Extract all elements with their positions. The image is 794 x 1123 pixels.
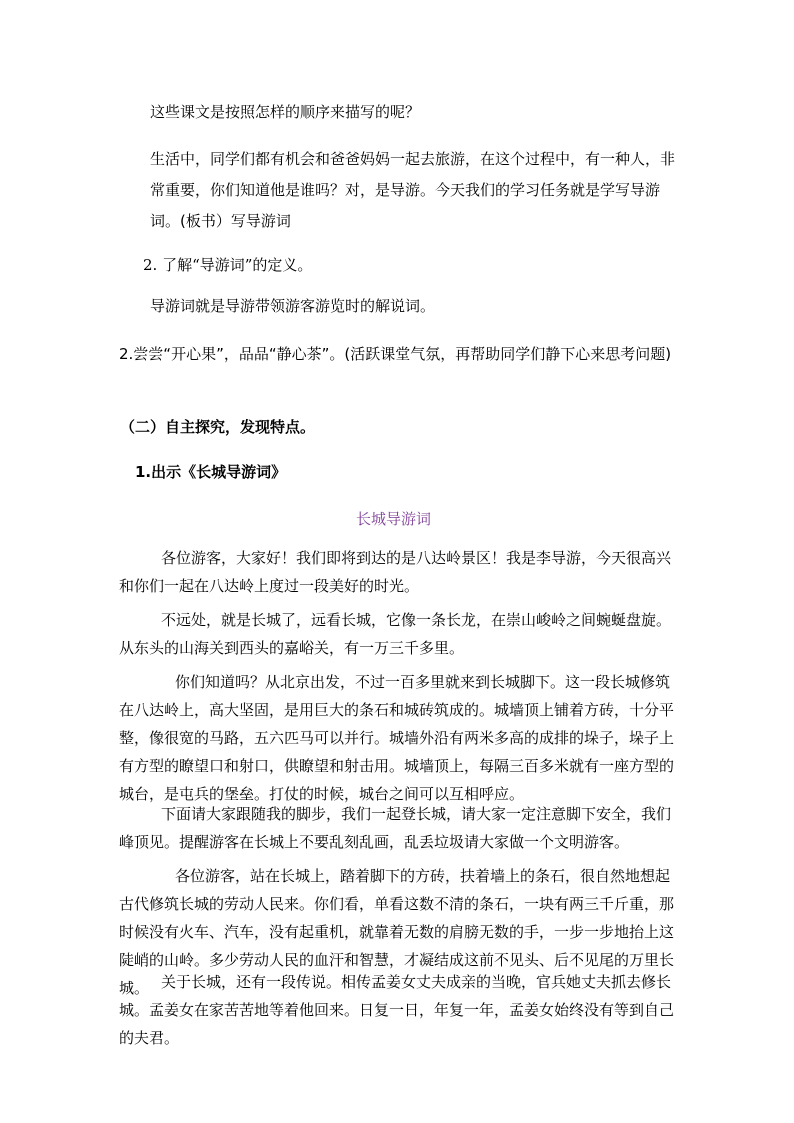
article-paragraph: 各位游客，大家好！我们即将到达的是八达岭景区！我是李导游，今天很高兴和你们一起在八达岭上度过一段美好的时光。 (119, 549, 672, 595)
article-paragraph: 关于长城，还有一段传说。相传孟姜女丈夫成亲的当晚，官兵她丈夫抓去修长城。孟姜女在家苦苦地等着他回来。日复一日，年复一年，孟姜女始终没有等到自己的夫君。 (119, 973, 675, 1047)
intro-question: 这些课文是按照怎样的顺序来描写的呢？ (150, 103, 421, 121)
show-item: 1.出示《长城导游词》 (135, 463, 287, 481)
tour-guide-paragraph: 生活中，同学们都有机会和爸爸妈妈一起去旅游，在这个过程中，有一种人，非常重要，你们知道他是谁吗？对，是导游。今天我们的学习任务就是学写导游词。(板书）写导游词 (150, 150, 676, 230)
article-paragraph: 你们知道吗？从北京出发，不过一百多里就来到长城脚下。这一段长城修筑在八达岭上，高大坚固，是用巨大的条石和城砖筑成的。城墙顶上铺着方砖，十分平整，像很宽的马路，五六匹马可以并行。城墙外沿有两米多高的成排的垛子，垛子上有方型的瞭望口和射口，供瞭望和射击用。城墙顶上，每隔三百多米就有一座方型的城台，是屯兵的堡垒。打仗的时候，城台之间可以互相呼应。 (119, 673, 675, 803)
article-paragraph: 下面请大家跟随我的脚步，我们一起登长城，请大家一定注意脚下安全，我们峰顶见。提醒游客在长城上不要乱刻乱画，乱丢垃圾请大家做一个文明游客。 (119, 805, 672, 851)
article-paragraph: 不远处，就是长城了，远看长城，它像一条长龙，在崇山峻岭之间蜿蜒盘旋。从东头的山海关到西头的嘉峪关，有一万三千多里。 (119, 611, 672, 657)
article-paragraph: 各位游客，站在长城上，踏着脚下的方砖，扶着墙上的条石，很自然地想起古代修筑长城的劳动人民来。你们看，单看这数不清的条石，一块有两三千斤重，那时候没有火车、汽车，没有起重机，就靠着无数的肩膀无数的手，一步一步地抬上这陡峭的山岭。多少劳动人民的血汗和智慧，才凝结成这前不见头、后不见尾的万里长城。 (119, 867, 675, 997)
definition-text: 导游词就是导游带领游客游览时的解说词。 (150, 297, 436, 315)
section-heading: （二）自主探究，发现特点。 (120, 418, 316, 436)
taste-paragraph: 2.尝尝“开心果”，品品“静心茶”。(活跃课堂气氛，再帮助同学们静下心来思考问题) (119, 345, 672, 363)
definition-heading: 2. 了解“导游词”的定义。 (143, 256, 313, 274)
article-title: 长城导游词 (356, 510, 432, 528)
